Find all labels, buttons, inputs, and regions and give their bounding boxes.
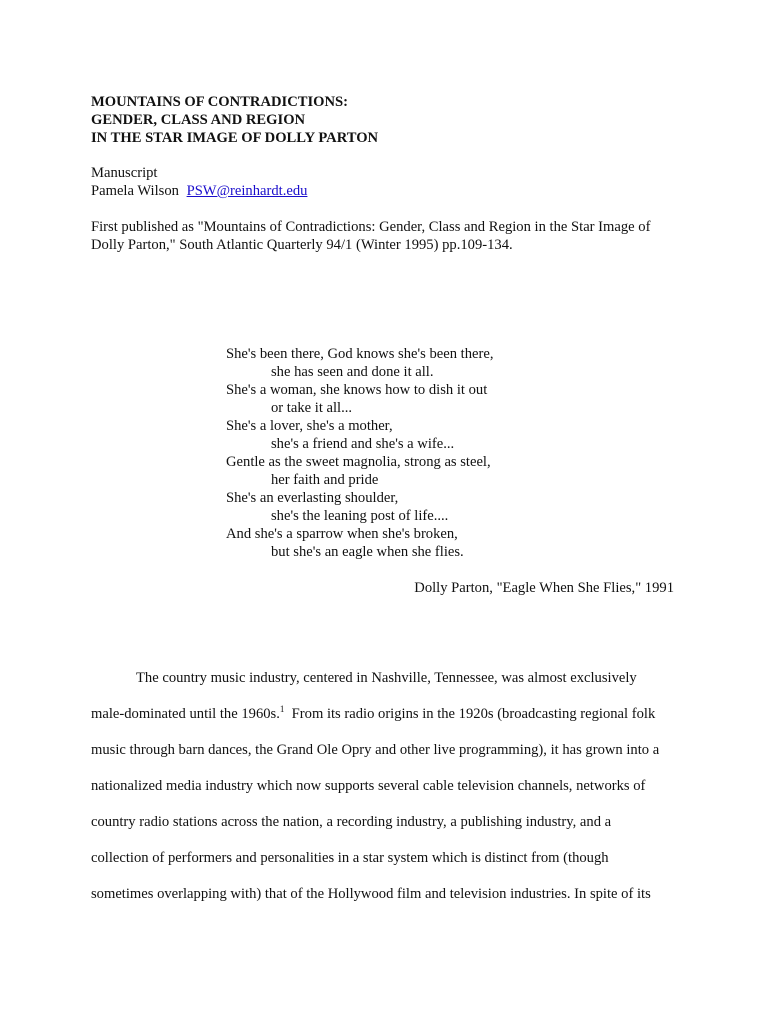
poem-line: she's a friend and she's a wife... — [271, 436, 455, 452]
manuscript-meta — [91, 164, 307, 200]
author-name: Pamela Wilson — [91, 183, 179, 199]
body-line-text: From its radio origins in the 1920s (broadcasting regional folk — [284, 706, 656, 722]
poem-line: her faith and pride — [271, 472, 379, 488]
title-line: IN THE STAR IMAGE OF DOLLY PARTON — [91, 130, 379, 146]
footnote-marker[interactable]: 1 — [279, 704, 285, 714]
publication-line: Dolly Parton," South Atlantic Quarterly 94/1 (Winter 1995) pp.109-134. — [91, 237, 513, 253]
body-line: nationalized media industry which now supports several cable television channels, networks of — [91, 778, 646, 794]
body-line: The country music industry, centered in Nashville, Tennessee, was almost exclusively — [136, 670, 637, 686]
body-line: sometimes overlapping with) that of the Hollywood film and television industries. In spite of its — [91, 886, 651, 902]
title-line: MOUNTAINS OF CONTRADICTIONS: — [91, 94, 349, 110]
body-paragraph — [91, 669, 691, 921]
body-line: music through barn dances, the Grand Ole Opry and other live programming), it has grown into a — [91, 742, 660, 758]
publication-line: First published as "Mountains of Contradictions: Gender, Class and Region in the Star Image of — [91, 219, 651, 235]
epigraph-poem — [226, 345, 493, 561]
poem-line: And she's a sparrow when she's broken, — [226, 526, 458, 542]
poem-line: she's the leaning post of life.... — [271, 508, 449, 524]
poem-line: She's a lover, she's a mother, — [226, 418, 393, 434]
publication-note — [91, 218, 691, 254]
poem-attribution: Dolly Parton, "Eagle When She Flies," 1991 — [414, 580, 674, 596]
title-line: GENDER, CLASS AND REGION — [91, 112, 306, 128]
poem-line: She's been there, God knows she's been there, — [226, 346, 494, 362]
body-line — [91, 705, 691, 723]
poem-line: but she's an eagle when she flies. — [271, 544, 464, 560]
author-email-link[interactable]: PSW@reinhardt.edu — [186, 183, 308, 199]
poem-line: She's an everlasting shoulder, — [226, 490, 399, 506]
body-line-text: male-dominated until the 1960s. — [91, 706, 280, 722]
poem-line: She's a woman, she knows how to dish it out — [226, 382, 488, 398]
author-line — [91, 182, 307, 200]
body-line: collection of performers and personalities in a star system which is distinct from (though — [91, 850, 609, 866]
poem-line: or take it all... — [271, 400, 353, 416]
body-line: country radio stations across the nation, a recording industry, a publishing industry, and a — [91, 814, 612, 830]
poem-line: Gentle as the sweet magnolia, strong as steel, — [226, 454, 491, 470]
manuscript-label: Manuscript — [91, 165, 158, 181]
poem-line: she has seen and done it all. — [271, 364, 434, 380]
document-title — [91, 93, 378, 147]
